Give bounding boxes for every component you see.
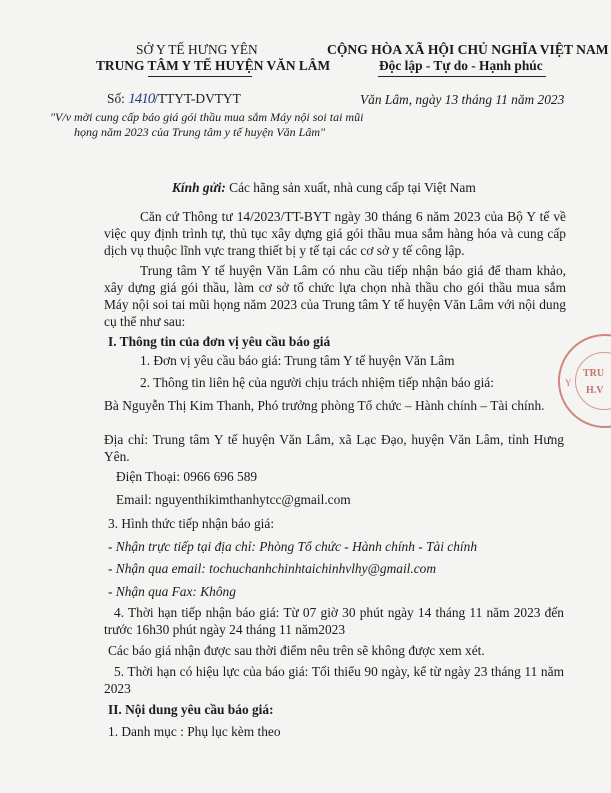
contact-phone: Điện Thoại: 0966 696 589 bbox=[116, 469, 258, 484]
paragraph-legal-basis bbox=[104, 208, 566, 259]
receive-method-2: - Nhận qua email: tochuchanhchinhtaichinhvlhy@gmail.com bbox=[108, 561, 437, 576]
paragraph-purpose bbox=[104, 262, 566, 330]
document-number bbox=[107, 91, 241, 108]
agency-name: SỞ Y TẾ HƯNG YÊN bbox=[136, 42, 258, 57]
number-suffix: /TTYT-DVTYT bbox=[154, 91, 241, 106]
receive-method-1: - Nhận trực tiếp tại địa chỉ: Phòng Tổ chức - Hành chính - Tài chính bbox=[108, 539, 478, 554]
item-2: 2. Thông tin liên hệ của người chịu trách nhiệm tiếp nhận báo giá: bbox=[140, 375, 494, 390]
national-motto: Độc lập - Tự do - Hạnh phúc bbox=[379, 58, 543, 73]
item-6: 1. Danh mục : Phụ lục kèm theo bbox=[108, 724, 281, 739]
national-title: CỘNG HÒA XÃ HỘI CHỦ NGHĨA VIỆT NAM bbox=[327, 42, 609, 57]
item-4-text: 4. Thời hạn tiếp nhận báo giá: Từ 07 giờ 30 phút ngày 14 tháng 11 năm 2023 đến trước 16h30 phút ngày 24 tháng 11 năm2023 bbox=[104, 605, 564, 637]
item-3: 3. Hình thức tiếp nhận báo giá: bbox=[108, 516, 275, 531]
section-1-heading: I. Thông tin của đơn vị yêu cầu báo giá bbox=[108, 334, 331, 349]
center-name: TRUNG TÂM Y TẾ HUYỆN VĂN LÂM bbox=[96, 58, 331, 73]
right-underline bbox=[378, 76, 546, 77]
item-5 bbox=[104, 663, 564, 697]
contact-email: Email: nguyenthikimthanhytcc@gmail.com bbox=[116, 492, 351, 507]
issue-date: Văn Lâm, ngày 13 tháng 11 năm 2023 bbox=[360, 92, 565, 107]
recipient-value: Các hãng sản xuất, nhà cung cấp tại Việt Nam bbox=[225, 180, 476, 195]
recipient-label: Kính gửi: bbox=[172, 180, 226, 195]
late-note: Các báo giá nhận được sau thời điểm nêu trên sẽ không được xem xét. bbox=[108, 643, 485, 658]
number-prefix: Số: bbox=[107, 91, 125, 106]
subject-line-1: "V/v mời cung cấp báo giá gói thầu mua sắm Máy nội soi tai mũi bbox=[50, 110, 364, 124]
contact-address bbox=[104, 431, 564, 465]
contact-address-text: Địa chỉ: Trung tâm Y tế huyện Văn Lâm, xã Lạc Đạo, huyện Văn Lâm, tỉnh Hưng Yên. bbox=[104, 432, 564, 464]
subject-line-2: họng năm 2023 của Trung tâm y tế huyện Văn Lâm" bbox=[74, 125, 326, 139]
paragraph-text: Trung tâm Y tế huyện Văn Lâm có nhu cầu tiếp nhận báo giá để tham khảo, xây dựng giá gói thầu, làm cơ sở tổ chức lựa chọn nhà thầu cho gói thầu mua sắm Máy nội soi tai mũi họng năm 2023 của Trung tâm Y tế huyện Văn Lâm với nội dung cụ thể như sau: bbox=[104, 263, 566, 329]
paragraph-text: Căn cứ Thông tư 14/2023/TT-BYT ngày 30 tháng 6 năm 2023 của Bộ Y tế về việc quy định trình tự, thủ tục xây dựng giá gói thầu mua sắm hàng hóa và cung cấp dịch vụ thuộc lĩnh vực trang thiết bị y tế tại các cơ sở y tế công lập. bbox=[104, 209, 566, 258]
contact-person bbox=[104, 397, 564, 414]
section-2-heading: II. Nội dung yêu cầu báo giá: bbox=[108, 702, 274, 717]
left-underline bbox=[148, 76, 252, 77]
stamp-text-top: TRU bbox=[583, 368, 605, 379]
stamp-text-bottom: H.V bbox=[586, 385, 604, 396]
item-1: 1. Đơn vị yêu cầu báo giá: Trung tâm Y tế huyện Văn Lâm bbox=[140, 353, 455, 368]
item-5-text: 5. Thời hạn có hiệu lực của báo giá: Tối thiểu 90 ngày, kể từ ngày 23 tháng 11 năm 2023 bbox=[104, 664, 564, 696]
recipient bbox=[172, 180, 476, 196]
stamp-text-side: Y bbox=[565, 378, 572, 388]
handwritten-number: 1410 bbox=[128, 91, 155, 107]
item-4 bbox=[104, 604, 564, 638]
contact-person-text: Bà Nguyễn Thị Kim Thanh, Phó trưởng phòng Tổ chức – Hành chính – Tài chính. bbox=[104, 398, 545, 413]
receive-method-3: - Nhận qua Fax: Không bbox=[108, 584, 236, 599]
